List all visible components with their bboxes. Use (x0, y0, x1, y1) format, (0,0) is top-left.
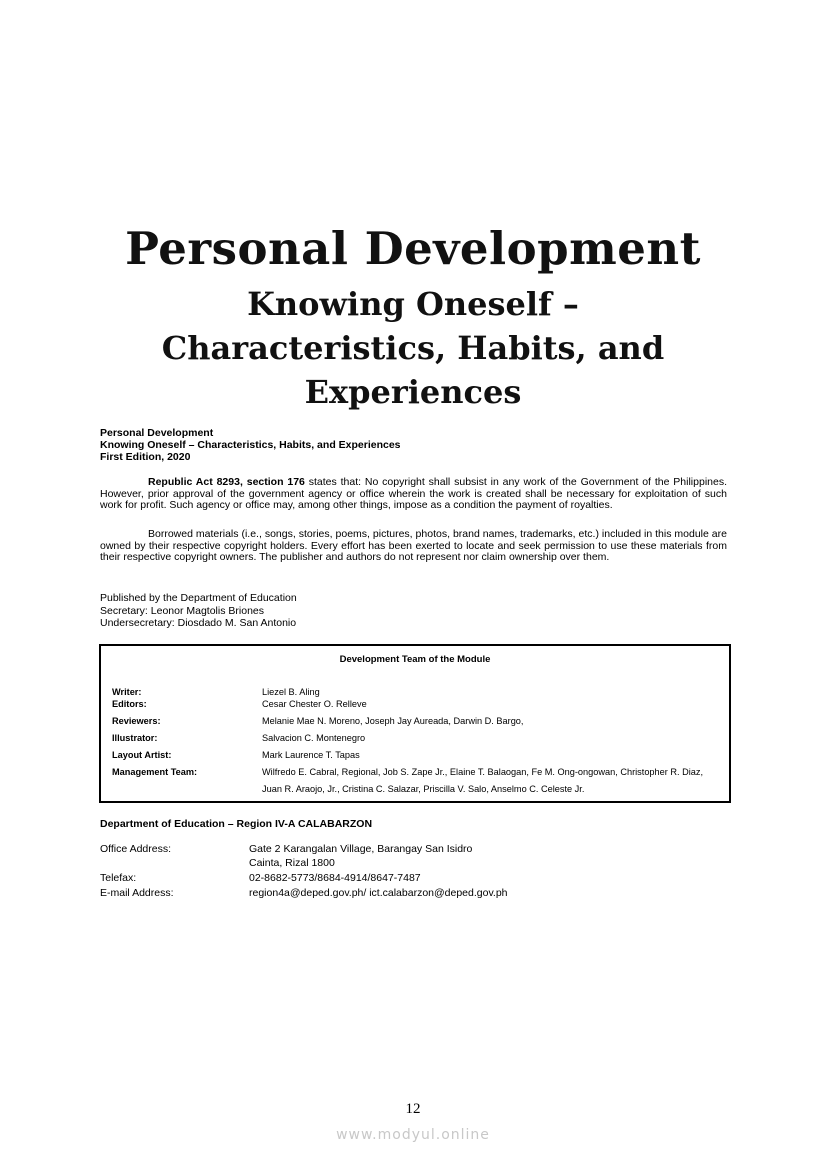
team-names: Melanie Mae N. Moreno, Joseph Jay Aureada, Darwin D. Bargo, (262, 716, 524, 726)
subtitle-line-2: Characteristics, Habits, and (161, 329, 665, 367)
team-role: Writer: (112, 687, 142, 697)
development-team-box (99, 644, 731, 803)
team-names: Liezel B. Aling (262, 687, 320, 697)
team-names: Juan R. Araojo, Jr., Cristina C. Salazar, Priscilla V. Salo, Anselmo C. Celeste Jr. (262, 784, 585, 794)
meta-module-title: Knowing Oneself – Characteristics, Habits, and Experiences (100, 439, 401, 451)
team-role: Illustrator: (112, 733, 158, 743)
office-address-value: Gate 2 Karangalan Village, Barangay San Isidro (249, 843, 473, 855)
email-value[interactable]: region4a@deped.gov.ph/ ict.calabarzon@deped.gov.ph (249, 887, 508, 899)
publisher-block (100, 592, 297, 630)
borrowed-materials-paragraph: Borrowed materials (i.e., songs, stories, poems, pictures, photos, brand names, trademarks, etc.) included in this module are owned by their respective copyright holders. Every effort has been exerted to locate and seek permission to use these materials from their respective copyright owners. The publisher and authors do not represent nor claim ownership over them. (100, 528, 727, 564)
team-role: Reviewers: (112, 716, 161, 726)
publisher-line: Published by the Department of Education (100, 592, 297, 604)
copyright-law-reference: Republic Act 8293, section 176 (148, 476, 305, 488)
telefax-value: 02-8682-5773/8684-4914/8647-7487 (249, 872, 421, 884)
team-names: Mark Laurence T. Tapas (262, 750, 360, 760)
office-address-value-2: Cainta, Rizal 1800 (249, 857, 335, 869)
team-names: Salvacion C. Montenegro (262, 733, 366, 743)
team-names: Cesar Chester O. Relleve (262, 699, 367, 709)
team-heading: Development Team of the Module (339, 654, 491, 665)
undersecretary-line: Undersecretary: Diosdado M. San Antonio (100, 617, 297, 630)
page-number: 12 (405, 1101, 421, 1117)
team-role: Layout Artist: (112, 750, 172, 760)
region-heading: Department of Education – Region IV-A CALABARZON (100, 818, 373, 830)
telefax-label: Telefax: (100, 872, 137, 884)
team-role: Editors: (112, 699, 147, 709)
secretary-line: Secretary: Leonor Magtolis Briones (100, 604, 264, 617)
team-role: Management Team: (112, 767, 198, 777)
copyright-text: states that: No copyright shall subsist in any work of the Government of the Philippines. However, prior approval of the government agency or office wherein the work is created shall be necessary for exploitation of such work for profit. Such agency or office may, among other things, impose as a condition the payment of royalties. (100, 476, 727, 512)
watermark: www.modyul.online (336, 1127, 490, 1143)
meta-edition: First Edition, 2020 (100, 451, 191, 463)
email-label: E-mail Address: (100, 887, 174, 899)
subtitle-line-3: Experiences (304, 373, 522, 411)
module-meta (100, 427, 401, 463)
copyright-paragraph (100, 477, 727, 512)
team-names: Wilfredo E. Cabral, Regional, Job S. Zape Jr., Elaine T. Balaogan, Fe M. Ong-ongowan, Christopher R. Diaz, (262, 767, 704, 777)
office-address-label: Office Address: (100, 843, 172, 855)
meta-subject: Personal Development (100, 427, 214, 439)
main-title: Personal Development (125, 222, 701, 275)
subtitle (0, 282, 826, 414)
subtitle-line-1: Knowing Oneself – (247, 285, 579, 323)
